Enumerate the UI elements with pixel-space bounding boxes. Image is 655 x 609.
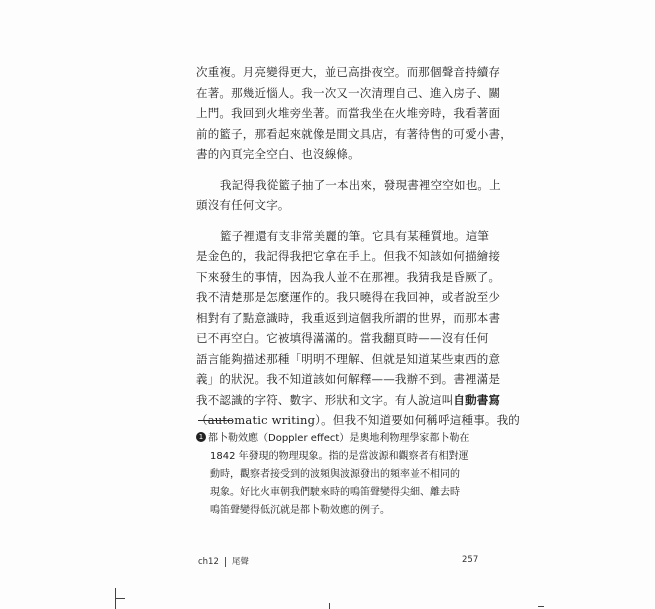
text-line: （automatic writing）。但我不知道要如何稱呼這種事。我的 [196,413,520,427]
footnote-line: 鳴笛聲變得低沉就是都卜勒效應的例子。 [210,505,390,516]
text-line: 下來發生的事情，因為我人並不在那裡。我猜我是昏厥了。 [196,269,501,284]
text-line: 前的籃子，那看起來就像是間文具店，有著待售的可愛小書， [196,126,512,141]
running-footer [198,555,249,567]
footnote-line [196,433,469,444]
crop-mark [329,603,330,609]
crop-mark [538,606,544,607]
footnote-line: 動時，觀察者接受到的波頻與波源發出的頻率並不相同的 [210,469,460,480]
crop-mark [115,598,125,599]
footnote-line: 1842 年發現的物理現象。指的是當波源和觀察者有相對運 [210,451,469,462]
text-run: 我不認識的字符、數字、形狀和文字。有人說這叫 [196,392,454,407]
text-line: 在著。那幾近惱人。我一次又一次清理自己、進入房子、關 [196,85,501,100]
footer-separator [225,557,226,567]
text-line: 義」的狀況。我不知道該如何解釋——我辦不到。書裡滿是 [196,372,501,386]
footnote-marker: 1 [196,432,206,442]
page-number: 257 [462,555,479,565]
text-line: 書的內頁完全空白、也沒線條。 [196,147,360,161]
text-line: 相對有了點意識時，我重返到這個我所謂的世界，而那本書 [196,310,501,325]
text-line: 次重複。月亮變得更大，並已高掛夜空。而那個聲音持續存 [196,65,501,79]
text-line: 語言能夠描述那種「明明不理解、但就是知道某些東西的意 [196,351,501,366]
footnote-divider [198,420,232,421]
footnote-text: 都卜勒效應（Doppler effect）是奧地利物理學家都卜勒在 [208,433,470,444]
footnote-line: 現象。好比火車朝我們駛來時的鳴笛聲變得尖細、離去時 [210,487,460,498]
text-line: 籃子裡還有支非常美麗的筆。它具有某種質地。這筆 [220,228,490,243]
text-line: 我不清楚那是怎麼運作的。我只曉得在我回神，或者說至少 [196,290,501,304]
text-line: 頭沒有任何文字。 [196,198,290,212]
body-text [196,62,520,431]
footnote [196,430,486,520]
chapter-label: ch12 [198,557,219,567]
bold-term: 自動書寫 [453,392,501,407]
text-line: 上門。我回到火堆旁坐著。而當我坐在火堆旁時，我看著面 [196,106,501,120]
chapter-title: 尾聲 [231,557,249,567]
text-line: 已不再空白。它被填得滿滿的。當我翻頁時——沒有任何 [196,331,489,345]
text-line: 我記得我從籃子抽了一本出來，發現書裡空空如也。上 [220,177,501,192]
text-line: 是金色的，我記得我把它拿在手上。但我不知該如何描繪接 [196,249,501,263]
text-line [196,390,501,411]
